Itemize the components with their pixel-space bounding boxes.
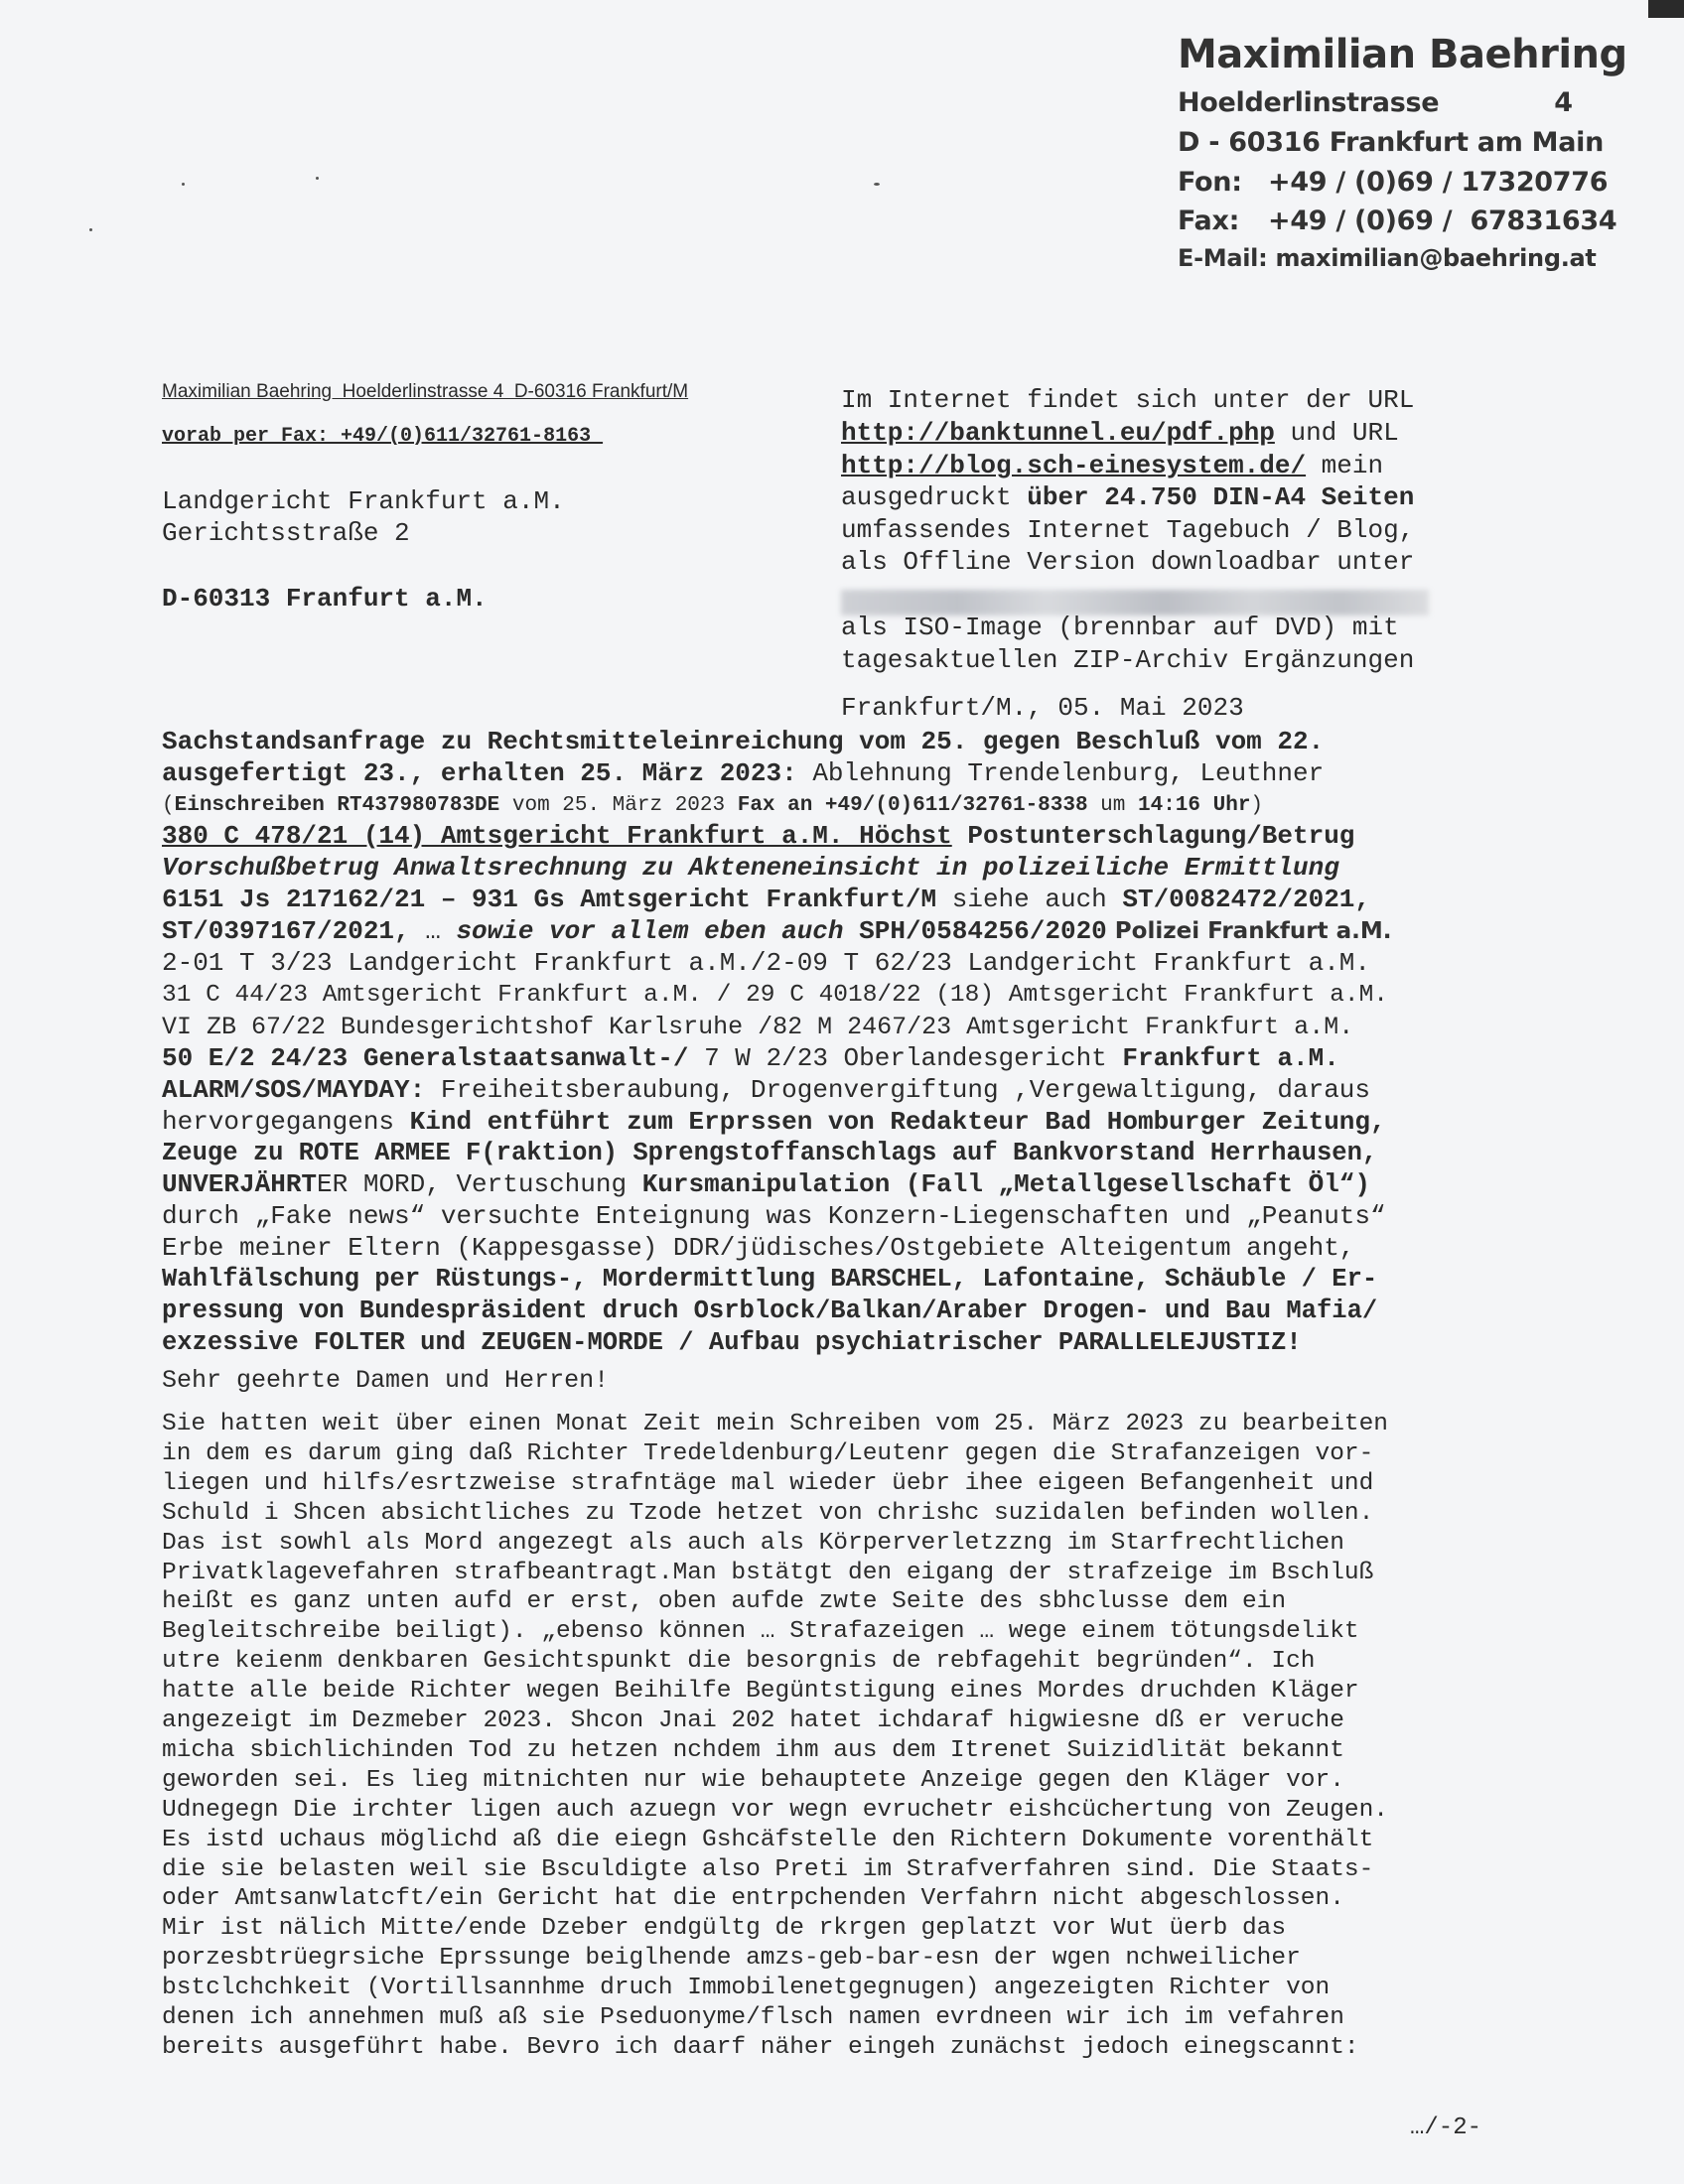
body-line: heißt es ganz unten aufd er erst, oben aufde zwte Seite des sbhclusse dem ein (162, 1588, 1287, 1616)
case-reference: ST/0082472/2021, (1122, 885, 1371, 914)
body-line: liegen und hilfs/esrtzweise strafntäge mal wieder üebr ihee eigeen Befangenheit und (162, 1469, 1374, 1497)
body-line: Udnegegn Die irchter ligen auch azuegn vor wegn evruchetr eishcüchertung von Zeugen. (162, 1796, 1389, 1824)
email-address: maximilian@baehring.at (1275, 244, 1597, 272)
subject-line: exzessive FOLTER und ZEUGEN-MORDE / Aufbau psychiatrischer PARALLELEJUSTIZ! (162, 1328, 1302, 1357)
subject-text: vom 25. März 2023 (499, 794, 738, 817)
email-label: E-Mail: (1178, 244, 1268, 272)
letterhead-fax-label: Fax: (1178, 205, 1240, 236)
subject-text: Frankfurt a.M. (1122, 1043, 1339, 1073)
case-reference: 50 E/2 24/23 Generalstaatsanwalt-/ (162, 1043, 689, 1073)
subject-text: 7 W 2/23 Oberlandesgericht (688, 1043, 1123, 1073)
subject-text: siehe auch (936, 885, 1123, 914)
body-line: oder Amtsanwlatcft/ein Gericht hat die entrpchenden Verfahrn nicht abgeschlossen. (162, 1885, 1344, 1913)
body-line: in dem es darum ging daß Richter Tredeldenburg/Leutenr gegen die Strafanzeigen vor- (162, 1439, 1374, 1467)
letterhead-fax: +49 / (0)69 / 67831634 (1268, 205, 1617, 236)
info-line: tagesaktuellen ZIP-Archiv Ergänzungen (841, 645, 1415, 675)
info-text: ausgedruckt (841, 482, 1028, 512)
page-continuation: …/-2- (1410, 2115, 1482, 2141)
subject-line (162, 1107, 1386, 1138)
subject-text: hervorgegangens (162, 1107, 410, 1137)
subject-line: pressung von Bundespräsident druch Osrblock/Balkan/Araber Drogen- und Bau Mafia/ (162, 1297, 1378, 1325)
subject-line (162, 916, 1391, 947)
case-reference: SPH/0584256/2020 (843, 916, 1107, 946)
recipient-street: Gerichtsstraße 2 (162, 518, 410, 548)
subject-text: sowie vor allem eben auch (456, 916, 844, 946)
info-line: als ISO-Image (brennbar auf DVD) mit (841, 613, 1399, 642)
police-reference: Polizei Frankfurt a.M. (1106, 918, 1392, 944)
subject-text: … (409, 916, 457, 946)
info-line (841, 451, 1383, 480)
subject-line (162, 790, 1263, 821)
body-line: Es istd uchaus möglichd aß die eiegn Gshcäfstelle den Richtern Dokumente vorenthält (162, 1826, 1374, 1853)
url-blog-link[interactable]: http://blog.sch-einesystem.de/ (841, 451, 1307, 480)
subject-line: 31 C 44/23 Amtsgericht Frankfurt a.M. / 29 C 4018/22 (18) Amtsgericht Frankfurt a.M. (162, 982, 1389, 1009)
info-line: Im Internet findet sich unter der URL (841, 385, 1415, 415)
subject-line: 2-01 T 3/23 Landgericht Frankfurt a.M./2-09 T 62/23 Landgericht Frankfurt a.M. (162, 948, 1370, 978)
subject-line: Erbe meiner Eltern (Kappesgasse) DDR/jüdisches/Ostgebiete Alteigentum angeht, (162, 1233, 1355, 1263)
fax-reference: Fax an +49/(0)611/32761-8338 (737, 794, 1088, 817)
subject-text: ER MORD, Vertuschung (317, 1169, 642, 1199)
body-line: bstclchchkeit (Vortillsannhme druch Immobilenetgegnugen) angezeigten Richter von (162, 1975, 1331, 2002)
salutation: Sehr geehrte Damen und Herren! (162, 1366, 610, 1395)
advance-fax-line: vorab per Fax: +49/(0)611/32761-8163 (162, 425, 604, 448)
body-line: porzesbtrüegrsiche Eprssunge beiglhende amzs-geb-bar-esn der wgen nchweilicher (162, 1945, 1301, 1973)
fax-time: 14:16 Uhr (1138, 794, 1251, 817)
body-line: bereits ausgeführt habe. Bevro ich daarf näher eingeh zunächst jedoch einegscannt: (162, 2033, 1359, 2061)
body-line: denen ich annehmen muß aß sie Pseduonyme/flsch namen evrdneen wir ich im vefahren (162, 2004, 1344, 2031)
body-line: micha sbichlichinden Tod zu hetzen nchdem ihm aus dem Itrenet Suizidlität bekannt (162, 1736, 1344, 1764)
subject-text: ( (162, 794, 175, 817)
subject-line: Wahlfälschung per Rüstungs-, Mordermittlung BARSCHEL, Lafontaine, Schäuble / Er- (162, 1265, 1378, 1294)
subject-line (162, 758, 1324, 789)
alarm-label: ALARM/SOS/MAYDAY: (162, 1075, 426, 1105)
letterhead-email (1178, 244, 1597, 272)
subject-text: Freiheitsberaubung, Drogenvergiftung ,Vergewaltigung, daraus (425, 1075, 1371, 1105)
date-line: Frankfurt/M., 05. Mai 2023 (841, 693, 1244, 723)
subject-line (162, 821, 1354, 852)
subject-line (162, 885, 1370, 915)
body-line: utre keienm denkbaren Gesichtspunkt die besorgnis de rebfagehit begründen“. Ich (162, 1648, 1316, 1676)
subject-line (162, 1043, 1339, 1074)
subject-text: Kind entführt zum Erprssen von Redakteur Bad Homburger Zeitung, (409, 1107, 1386, 1137)
recipient-city: D-60313 Franfurt a.M. (162, 584, 488, 614)
registered-mail-number: Einschreiben RT437980783DE (174, 794, 500, 817)
subject-text: ausgefertigt 23., erhalten 25. März 2023: (162, 758, 797, 788)
subject-line: Sachstandsanfrage zu Rechtsmitteleinreichung vom 25. gegen Beschluß vom 22. (162, 727, 1325, 756)
info-line: umfassendes Internet Tagebuch / Blog, (841, 515, 1415, 545)
body-line: Mir ist nälich Mitte/ende Dzeber endgültg de rkrgen geplatzt vor Wut üerb das (162, 1915, 1287, 1943)
subject-line: Zeuge zu ROTE ARMEE F(raktion) Sprengstoffanschlags auf Bankvorstand Herrhausen, (162, 1139, 1378, 1167)
body-line: Das ist sowhl als Mord angezegt als auch als Körperverletzzng im Starfrechtlichen (162, 1529, 1344, 1557)
letterhead-fon: +49 / (0)69 / 17320776 (1268, 167, 1609, 198)
body-line: Begleitschreibe beiligt). „ebenso können … Strafazeigen … wege einem tötungsdelikt (162, 1618, 1359, 1646)
redacted-url (841, 586, 1429, 615)
recipient-court: Landgericht Frankfurt a.M. (162, 486, 565, 516)
subject-text: UNVERJÄHRT (162, 1169, 318, 1199)
subject-line (162, 1169, 1370, 1200)
letterhead-name: Maximilian Baehring (1178, 32, 1627, 77)
info-line: als Offline Version downloadbar unter (841, 547, 1415, 577)
letterhead-street: Hoelderlinstrasse (1178, 87, 1440, 118)
subject-line (162, 1075, 1370, 1106)
subject-text: Ablehnung Trendelenburg, Leuthner (796, 758, 1325, 788)
scan-speck (316, 177, 319, 180)
body-line: angezeigt im Dezmeber 2023. Shcon Jnai 202 hatet ichdaraf higwiesne dß er veruche (162, 1707, 1344, 1734)
page-count: über 24.750 DIN-A4 Seiten (1027, 482, 1415, 512)
case-reference: ST/0397167/2021, (162, 916, 410, 946)
subject-text: Kursmanipulation (Fall „Metallgesellschaft Öl“) (641, 1169, 1371, 1199)
info-text: und URL (1274, 418, 1399, 448)
sender-return-line: Maximilian Baehring Hoelderlinstrasse 4 D-60316 Frankfurt/M (162, 381, 689, 402)
body-line: Sie hatten weit über einen Monat Zeit mein Schreiben vom 25. März 2023 zu bearbeiten (162, 1411, 1389, 1437)
letterhead-fon-label: Fon: (1178, 167, 1242, 198)
info-line (841, 418, 1399, 448)
subject-text: Postunterschlagung/Betrug (951, 821, 1355, 851)
subject-line: Vorschußbetrug Anwaltsrechnung zu Akteneneinsicht in polizeiliche Ermittlung (162, 853, 1339, 883)
body-line: die sie belasten weil sie Bsculdigte also Preti im Strafverfahren sind. Die Staats- (162, 1855, 1374, 1883)
body-line: geworden sei. Es lieg mitnichten nur wie behauptete Anzeige gegen den Kläger vor. (162, 1766, 1344, 1794)
letterhead-city: D - 60316 Frankfurt am Main (1178, 127, 1604, 158)
info-text: mein (1306, 451, 1384, 480)
url-banktunnel-link[interactable]: http://banktunnel.eu/pdf.php (841, 418, 1275, 448)
body-line: Schuld i Shcen absichtliches zu Tzode hetzet von chrishc suzidalen befinden wollen. (162, 1499, 1374, 1527)
body-line: Privatklagevefahren strafbeantragt.Man bstätgt den eigang der strafzeige im Bschluß (162, 1559, 1374, 1586)
info-line (841, 482, 1414, 512)
subject-text: ) (1250, 794, 1264, 817)
subject-line: VI ZB 67/22 Bundesgerichtshof Karlsruhe /82 M 2467/23 Amtsgericht Frankfurt a.M. (162, 1013, 1354, 1041)
subject-text: um (1087, 794, 1138, 817)
subject-line: durch „Fake news“ versuchte Enteignung was Konzern-Liegenschaften und „Peanuts“ (162, 1201, 1386, 1231)
scan-speck (874, 183, 880, 186)
scan-speck (89, 228, 92, 231)
scan-edge (1648, 0, 1684, 18)
letterhead-house-number: 4 (1554, 87, 1573, 118)
case-reference: 380 C 478/21 (14) Amtsgericht Frankfurt a.M. Höchst (162, 821, 952, 851)
scan-speck (182, 183, 185, 186)
body-line: hatte alle beide Richter wegen Beihilfe Begüntstigung eines Mordes druchden Kläger (162, 1678, 1359, 1706)
case-reference: 6151 Js 217162/21 – 931 Gs Amtsgericht Frankfurt/M (162, 885, 937, 914)
